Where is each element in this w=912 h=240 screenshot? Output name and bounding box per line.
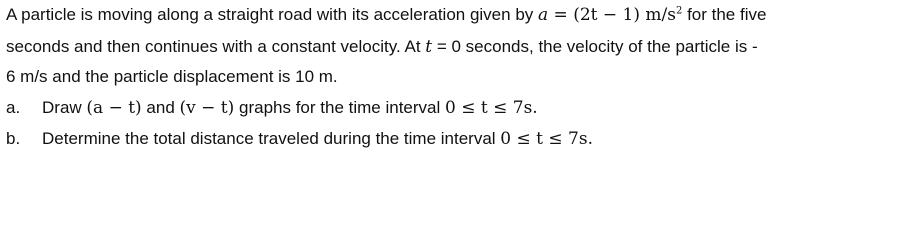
part-b-label: b. — [6, 129, 21, 148]
part-a-label: a. — [6, 98, 21, 117]
problem-statement — [6, 0, 910, 155]
equals-sign: = — [548, 5, 574, 25]
part-a-text-mid: and — [141, 98, 180, 117]
part-b-interval: 0 ≤ t ≤ 7s. — [500, 129, 593, 149]
time-symbol: t — [425, 37, 433, 57]
line3-text: 6 m/s and the particle displacement is 10 m. — [6, 67, 338, 86]
part-a-text-after: graphs for the time interval — [234, 98, 445, 117]
line1-text-after: for the five — [682, 5, 767, 24]
line2-text-after: = 0 seconds, the velocity of the particle is - — [432, 37, 758, 56]
acceleration-expression: (2t − 1) m/s — [573, 5, 676, 25]
part-b-text-before: Determine the total distance traveled during the time interval — [42, 129, 501, 148]
line2-text-before: seconds and then continues with a constant velocity. At — [6, 37, 426, 56]
velocity-time-graph-label: (v − t) — [179, 98, 235, 118]
part-a-interval: 0 ≤ t ≤ 7s. — [445, 98, 538, 118]
problem-line-1 — [6, 4, 766, 26]
part-a-text-before: Draw — [42, 98, 87, 117]
acceleration-symbol: a — [538, 5, 549, 25]
problem-line-3 — [6, 66, 338, 88]
line1-text-before: A particle is moving along a straight road with its acceleration given by — [6, 5, 538, 24]
part-b — [6, 128, 593, 150]
acceleration-time-graph-label: (a − t) — [86, 98, 142, 118]
part-a — [6, 97, 538, 119]
acceleration-exponent: 2 — [675, 5, 683, 17]
problem-line-2 — [6, 36, 758, 58]
